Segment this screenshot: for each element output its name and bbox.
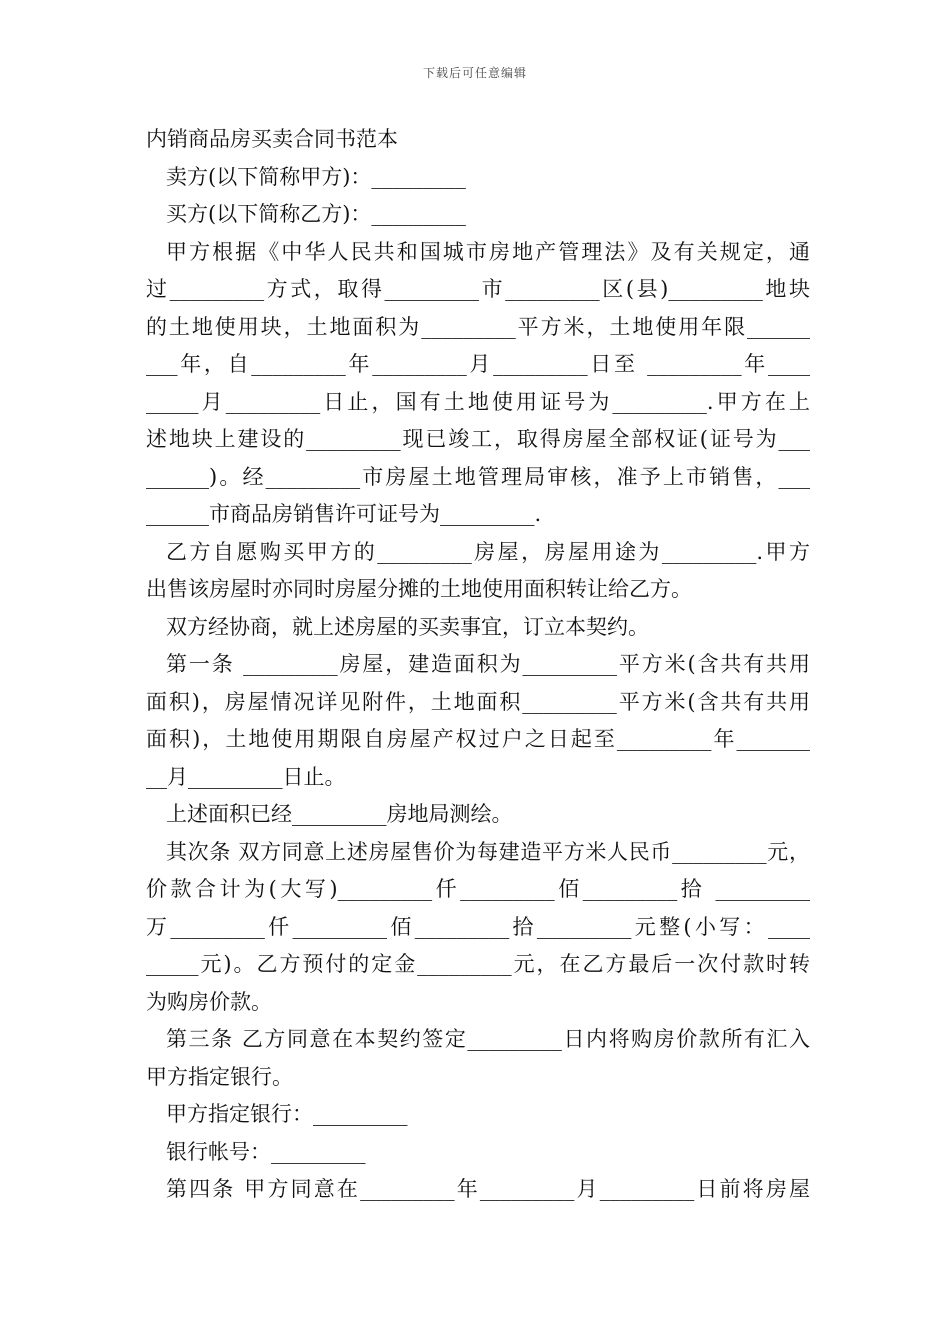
article-two-line: 其次条 双方同意上述房屋售价为每建造平方米人民币_________元， — [166, 839, 810, 864]
article-three-line: 甲方指定银行。 — [146, 1064, 293, 1089]
article-four-line: 第四条 甲方同意在_________年_________月_________日前将房屋 — [166, 1177, 810, 1201]
paragraph-line: 乙方自愿购买甲方的_________房屋，房屋用途为_________.甲方 — [166, 539, 810, 564]
paragraph-line: 出售该房屋时亦同时房屋分摊的土地使用面积转让给乙方。 — [146, 577, 692, 601]
paragraph-line: 双方经协商，就上述房屋的买卖事宜，订立本契约。 — [166, 614, 649, 639]
article-two-line: _____元)。乙方预付的定金_________元，在乙方最后一次付款时转 — [146, 952, 810, 976]
article-one-line: 面积)，房屋情况详见附件，土地面积_________平方米(含共有共用 — [146, 689, 810, 714]
paragraph-line: ______市商品房销售许可证号为_________. — [146, 502, 542, 526]
article-two-line: 价款合计为(大写)_________仟_________佰_________拾 _________ — [146, 877, 810, 901]
bank-account-line: 银行帐号：_________ — [166, 1139, 366, 1164]
bank-name-line: 甲方指定银行：_________ — [166, 1102, 408, 1126]
article-three-line: 第三条 乙方同意在本契约签定_________日内将购房价款所有汇入 — [166, 1027, 810, 1051]
seller-line: 卖方(以下简称甲方)：_________ — [166, 164, 466, 189]
paragraph-line: ______)。经_________市房屋土地管理局审核，准予上市销售，___ — [146, 464, 810, 489]
paragraph-line: ___年，自_________年_________月_________日至 _________年____ — [146, 352, 810, 376]
page-header-note: 下载后可任意编辑 — [422, 66, 527, 80]
paragraph-line: 甲方根据《中华人民共和国城市房地产管理法》及有关规定，通 — [166, 239, 810, 264]
paragraph-line: 过_________方式，取得_________市_________区(县)_________地块 — [146, 277, 810, 301]
article-one-line: __月_________日止。 — [146, 764, 346, 789]
paragraph-line: 上述面积已经_________房地局测绘。 — [166, 802, 513, 826]
contract-body — [146, 121, 810, 1209]
article-one-line: 面积)，土地使用期限自房屋产权过户之日起至_________年_______ — [146, 727, 810, 751]
article-two-line: 为购房价款。 — [146, 989, 272, 1014]
article-two-line: 万_________仟_________佰_________拾_________元整(小写：____ — [146, 914, 810, 939]
buyer-line: 买方(以下简称乙方)：_________ — [166, 202, 466, 226]
paragraph-line: 的土地使用块，土地面积为_________平方米，土地使用年限______ — [146, 314, 810, 339]
paragraph-line: _____月_________日止，国有土地使用证号为_________.甲方在上 — [146, 389, 810, 414]
article-one-line: 第一条 _________房屋，建造面积为_________平方米(含共有共用 — [166, 652, 810, 676]
document-title: 内销商品房买卖合同书范本 — [146, 127, 398, 151]
paragraph-line: 述地块上建设的_________现已竣工，取得房屋全部权证(证号为___ — [146, 427, 810, 451]
